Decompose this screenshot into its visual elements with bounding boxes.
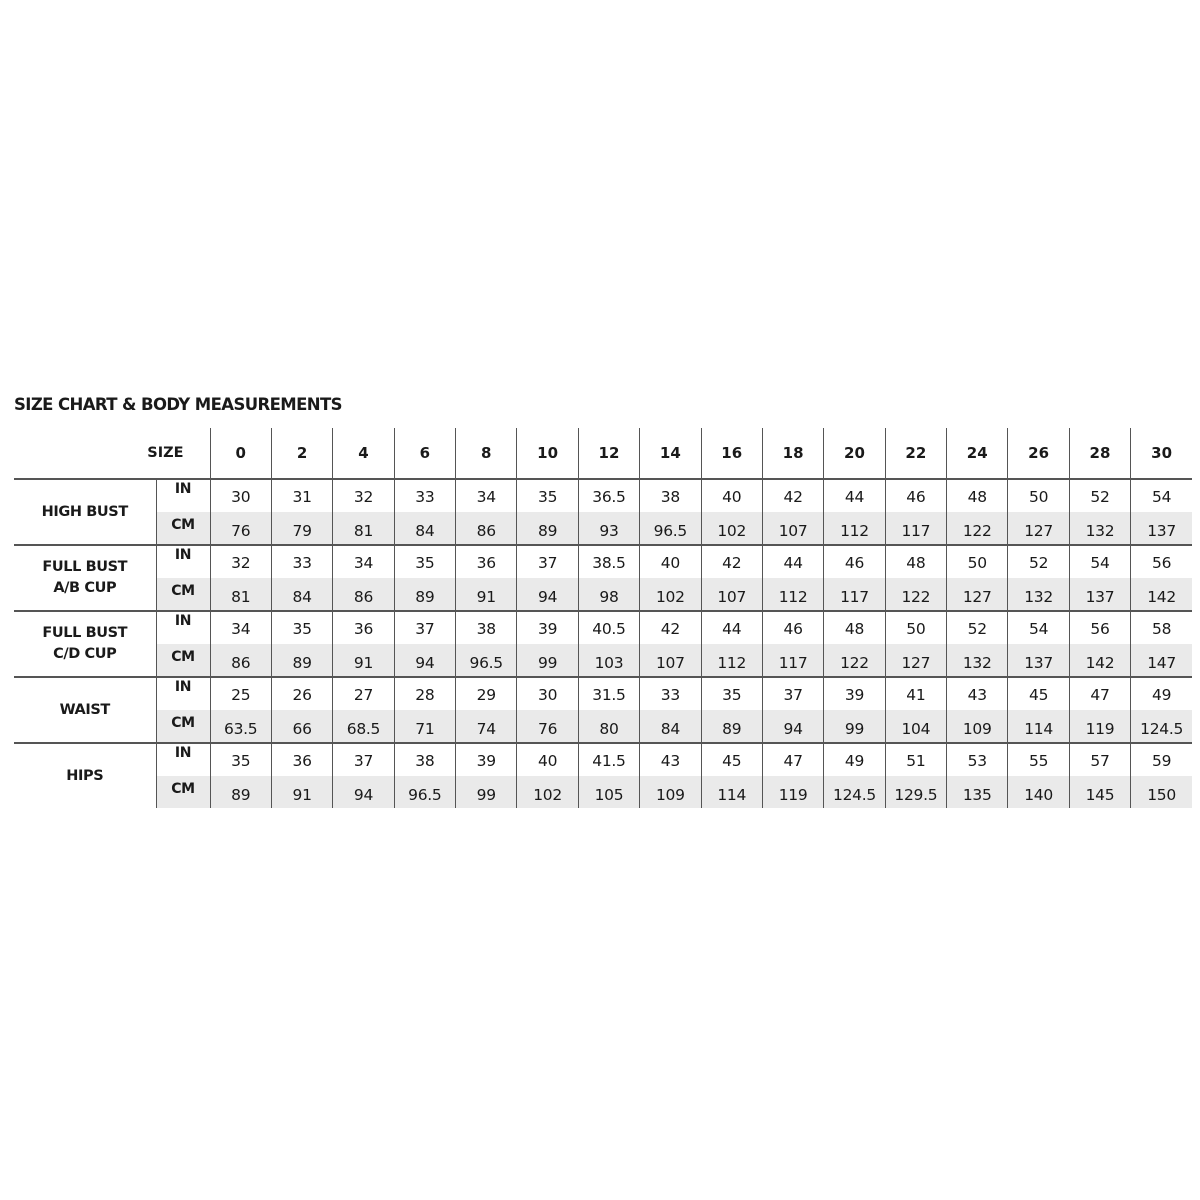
measurement-value: 35 [701,677,762,710]
measurement-value: 137 [1131,512,1192,545]
measurement-value: 124.5 [824,776,885,808]
measurement-value: 132 [1069,512,1130,545]
measurement-value: 34 [210,611,271,644]
measurement-value: 84 [271,578,332,611]
measurement-value: 81 [210,578,271,611]
measurement-value: 145 [1069,776,1130,808]
measurement-value: 31 [271,479,332,512]
measurement-value: 96.5 [394,776,455,808]
measurement-value: 89 [701,710,762,743]
measurement-row-cm [14,776,1192,808]
size-header-cell: 10 [517,428,578,479]
measurement-value: 42 [640,611,701,644]
unit-label-in: IN [156,677,210,710]
measurement-value: 137 [1069,578,1130,611]
size-header-cell: 30 [1131,428,1192,479]
measurement-value: 59 [1131,743,1192,776]
measurement-value: 74 [456,710,517,743]
measurement-value: 35 [517,479,578,512]
measurement-value: 150 [1131,776,1192,808]
measurement-value: 50 [1008,479,1069,512]
measurement-value: 32 [210,545,271,578]
measurement-label [14,545,156,611]
measurement-value: 86 [333,578,394,611]
size-chart-table [14,428,1192,808]
measurement-row-in [14,743,1192,776]
measurement-value: 45 [1008,677,1069,710]
measurement-value: 86 [210,644,271,677]
measurement-value: 44 [762,545,823,578]
measurement-label-line: C/D CUP [53,646,117,662]
measurement-value: 104 [885,710,946,743]
measurement-value: 94 [762,710,823,743]
measurement-value: 36 [271,743,332,776]
measurement-value: 35 [394,545,455,578]
measurement-value: 99 [456,776,517,808]
measurement-value: 30 [517,677,578,710]
measurement-value: 38 [456,611,517,644]
measurement-value: 35 [210,743,271,776]
measurement-value: 38 [394,743,455,776]
measurement-value: 52 [947,611,1008,644]
measurement-value: 38 [640,479,701,512]
measurement-value: 68.5 [333,710,394,743]
measurement-label-line: FULL BUST [42,625,128,641]
page-title: SIZE CHART & BODY MEASUREMENTS [14,395,342,414]
measurement-value: 49 [1131,677,1192,710]
measurement-value: 102 [701,512,762,545]
measurement-value: 129.5 [885,776,946,808]
measurement-value: 44 [701,611,762,644]
measurement-value: 36 [333,611,394,644]
measurement-value: 37 [762,677,823,710]
measurement-value: 122 [885,578,946,611]
measurement-value: 119 [1069,710,1130,743]
measurement-value: 147 [1131,644,1192,677]
measurement-value: 142 [1131,578,1192,611]
measurement-value: 46 [762,611,823,644]
measurement-value: 44 [824,479,885,512]
unit-label-cm: CM [156,578,210,611]
measurement-row-in [14,479,1192,512]
measurement-value: 47 [762,743,823,776]
measurement-row-cm [14,644,1192,677]
size-header-cell: 4 [333,428,394,479]
measurement-label [14,611,156,677]
measurement-value: 33 [394,479,455,512]
measurement-value: 89 [517,512,578,545]
measurement-value: 112 [762,578,823,611]
measurement-value: 33 [640,677,701,710]
measurement-value: 37 [517,545,578,578]
size-header-cell: 28 [1069,428,1130,479]
measurement-value: 26 [271,677,332,710]
measurement-value: 31.5 [578,677,639,710]
size-header-cell: 0 [210,428,271,479]
measurement-value: 107 [762,512,823,545]
measurement-label-line: WAIST [59,701,110,718]
measurement-value: 34 [456,479,517,512]
measurement-value: 94 [394,644,455,677]
measurement-value: 96.5 [640,512,701,545]
unit-label-in: IN [156,743,210,776]
measurement-value: 50 [947,545,1008,578]
measurement-value: 102 [640,578,701,611]
measurement-value: 43 [640,743,701,776]
measurement-row-cm [14,578,1192,611]
measurement-value: 46 [885,479,946,512]
measurement-value: 102 [517,776,578,808]
measurement-value: 127 [1008,512,1069,545]
measurement-value: 122 [947,512,1008,545]
measurement-value: 55 [1008,743,1069,776]
measurement-value: 76 [517,710,578,743]
unit-label-in: IN [156,545,210,578]
unit-label-cm: CM [156,512,210,545]
measurement-label-line: HIGH BUST [41,503,128,520]
measurement-value: 89 [271,644,332,677]
measurement-value: 99 [824,710,885,743]
measurement-row-in [14,545,1192,578]
measurement-value: 40 [640,545,701,578]
measurement-value: 37 [394,611,455,644]
size-header-cell: 2 [271,428,332,479]
measurement-value: 48 [824,611,885,644]
measurement-value: 135 [947,776,1008,808]
measurement-value: 32 [333,479,394,512]
measurement-value: 140 [1008,776,1069,808]
measurement-value: 41 [885,677,946,710]
measurement-value: 43 [947,677,1008,710]
measurement-value: 142 [1069,644,1130,677]
measurement-value: 114 [1008,710,1069,743]
unit-label-cm: CM [156,644,210,677]
measurement-value: 34 [333,545,394,578]
measurement-label-line: FULL BUST [42,559,128,575]
measurement-label [14,479,156,545]
measurement-value: 99 [517,644,578,677]
unit-label-in: IN [156,479,210,512]
size-header-cell: 20 [824,428,885,479]
measurement-value: 56 [1131,545,1192,578]
measurement-value: 36.5 [578,479,639,512]
measurement-value: 76 [210,512,271,545]
measurement-value: 122 [824,644,885,677]
measurement-value: 103 [578,644,639,677]
size-header-cell: 24 [947,428,1008,479]
measurement-value: 54 [1131,479,1192,512]
measurement-value: 109 [640,776,701,808]
size-header-row [14,428,1192,479]
measurement-value: 117 [762,644,823,677]
measurement-value: 52 [1008,545,1069,578]
measurement-value: 40.5 [578,611,639,644]
measurement-label [14,677,156,743]
measurement-value: 27 [333,677,394,710]
measurement-value: 66 [271,710,332,743]
measurement-value: 117 [885,512,946,545]
measurement-label [14,743,156,808]
size-header-cell: 6 [394,428,455,479]
measurement-value: 119 [762,776,823,808]
measurement-value: 112 [701,644,762,677]
size-header-label: SIZE [14,428,210,479]
measurement-value: 41.5 [578,743,639,776]
measurement-value: 56 [1069,611,1130,644]
measurement-value: 94 [333,776,394,808]
measurement-value: 57 [1069,743,1130,776]
measurement-value: 112 [824,512,885,545]
measurement-value: 107 [640,644,701,677]
measurement-value: 132 [1008,578,1069,611]
measurement-value: 89 [210,776,271,808]
measurement-value: 127 [947,578,1008,611]
measurement-row-in [14,611,1192,644]
size-header-cell: 12 [578,428,639,479]
measurement-label-line: A/B CUP [53,580,117,596]
measurement-value: 42 [701,545,762,578]
measurement-value: 132 [947,644,1008,677]
measurement-value: 47 [1069,677,1130,710]
measurement-value: 36 [456,545,517,578]
size-header-cell: 16 [701,428,762,479]
measurement-value: 124.5 [1131,710,1192,743]
size-header-cell: 22 [885,428,946,479]
measurement-value: 54 [1008,611,1069,644]
measurement-value: 30 [210,479,271,512]
measurement-value: 25 [210,677,271,710]
measurement-value: 93 [578,512,639,545]
unit-label-cm: CM [156,710,210,743]
measurement-value: 105 [578,776,639,808]
measurement-value: 89 [394,578,455,611]
measurement-value: 40 [517,743,578,776]
measurement-value: 48 [947,479,1008,512]
measurement-value: 84 [394,512,455,545]
measurement-value: 58 [1131,611,1192,644]
measurement-value: 33 [271,545,332,578]
measurement-value: 109 [947,710,1008,743]
measurement-value: 86 [456,512,517,545]
size-header-cell: 8 [456,428,517,479]
measurement-value: 28 [394,677,455,710]
measurement-value: 52 [1069,479,1130,512]
measurement-value: 35 [271,611,332,644]
measurement-value: 71 [394,710,455,743]
measurement-row-cm [14,512,1192,545]
measurement-row-cm [14,710,1192,743]
measurement-value: 51 [885,743,946,776]
measurement-value: 91 [456,578,517,611]
measurement-value: 40 [701,479,762,512]
size-header-cell: 14 [640,428,701,479]
measurement-value: 127 [885,644,946,677]
measurement-value: 42 [762,479,823,512]
unit-label-cm: CM [156,776,210,808]
measurement-value: 137 [1008,644,1069,677]
measurement-value: 29 [456,677,517,710]
measurement-value: 49 [824,743,885,776]
measurement-value: 54 [1069,545,1130,578]
measurement-value: 53 [947,743,1008,776]
measurement-value: 63.5 [210,710,271,743]
measurement-value: 80 [578,710,639,743]
measurement-value: 39 [456,743,517,776]
measurement-value: 91 [333,644,394,677]
size-header-cell: 26 [1008,428,1069,479]
measurement-value: 117 [824,578,885,611]
measurement-value: 84 [640,710,701,743]
unit-label-in: IN [156,611,210,644]
measurement-value: 48 [885,545,946,578]
measurement-value: 81 [333,512,394,545]
measurement-row-in [14,677,1192,710]
measurement-value: 98 [578,578,639,611]
measurement-value: 46 [824,545,885,578]
measurement-value: 79 [271,512,332,545]
measurement-value: 114 [701,776,762,808]
measurement-value: 94 [517,578,578,611]
measurement-value: 107 [701,578,762,611]
size-header-cell: 18 [762,428,823,479]
measurement-value: 45 [701,743,762,776]
measurement-value: 38.5 [578,545,639,578]
measurement-label-line: HIPS [66,767,104,784]
measurement-value: 39 [517,611,578,644]
measurement-value: 50 [885,611,946,644]
measurement-value: 37 [333,743,394,776]
measurement-value: 91 [271,776,332,808]
measurement-value: 39 [824,677,885,710]
measurement-value: 96.5 [456,644,517,677]
